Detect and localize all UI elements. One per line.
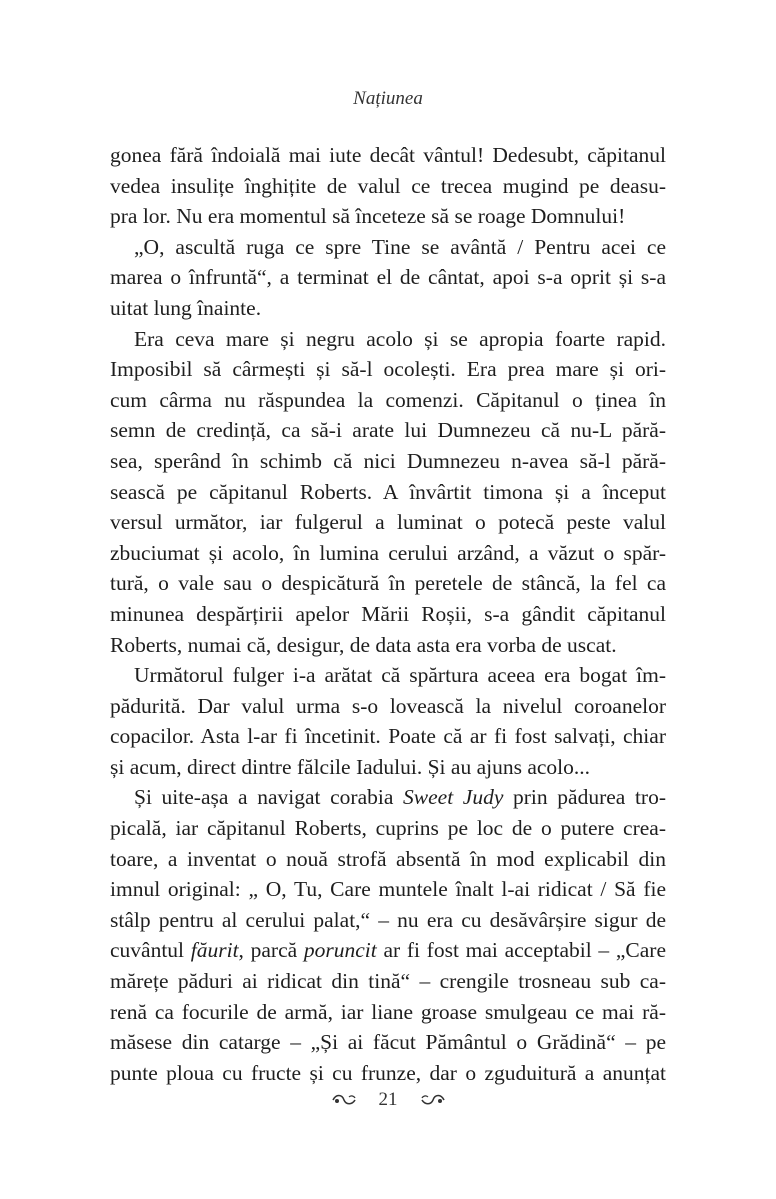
text-line: stâlp pentru al cerului palat,“ – nu era cu desăvârșire sigur de [110,907,666,932]
text-line: Și uite-așa a navigat corabia Sweet Judy prin pădurea tro- [134,785,666,810]
text-line: mărețe păduri ai ridicat din tină“ – crengile trosneau sub ca- [110,969,666,994]
text-line: imnul original: „ O, Tu, Care muntele înalt l-ai ridicat / Să fie [110,877,666,902]
page-footer [0,1089,776,1111]
text-line: gonea fără îndoială mai iute decât vântul! Dedesubt, căpitanul [110,143,666,167]
text-line: cuvântul făurit, parcă poruncit ar fi fost mai acceptabil – „Care [110,938,666,963]
fleuron-right-icon [420,1093,446,1107]
text-line: Roberts, numai că, desigur, de data asta era vorba de uscat. [110,632,617,657]
text-line: copacilor. Asta l-ar fi încetinit. Poate că ar fi fost salvați, chiar [110,724,666,749]
text-line: vedea insulițe înghițite de valul ce trecea mugind pe deasu- [110,173,666,198]
text-line: sea, sperând în schimb că nici Dumnezeu n-avea să-l pără- [110,448,666,473]
body-text [110,140,666,1088]
running-head: Națiunea [353,88,423,109]
text-line: renă ca focurile de armă, iar liane groase smulgeau ce mai ră- [110,999,666,1024]
text-line: toare, a inventat o nouă strofă absentă în mod explicabil din [110,846,666,871]
text-line: pra lor. Nu era momentul să înceteze să se roage Domnului! [110,204,626,229]
text-line: semn de credință, ca să-i arate lui Dumnezeu că nu-L pără- [110,418,666,443]
text-line: punte ploua cu fructe și cu frunze, dar o zguduitură a anunțat [110,1060,666,1085]
text-line: pădurită. Dar valul urma s-o lovească la nivelul coroanelor [110,693,666,718]
text-line: uitat lung înainte. [110,295,262,320]
page-number: 21 [378,1089,398,1110]
text-line: tură, o vale sau o despicătură în peretele de stâncă, la fel ca [110,571,666,596]
text-line: versul următor, iar fulgerul a luminat o potecă peste valul [110,510,666,535]
text-line: măsese din catarge – „Și ai făcut Pământul o Grădină“ – pe [110,1030,666,1055]
text-line: minunea despărțirii apelor Mării Roșii, s-a gândit căpitanul [110,601,666,626]
text-line: Următorul fulger i-a arătat că spărtura aceea era bogat îm- [134,663,666,688]
text-line: marea o înfruntă“, a terminat el de cântat, apoi s-a oprit și s-a [110,265,666,290]
text-line: picală, iar căpitanul Roberts, cuprins pe loc de o putere crea- [110,816,666,841]
text-line: și acum, direct dintre fălcile Iadului. Și au ajuns acolo... [110,754,591,779]
text-line: Era ceva mare și negru acolo și se apropia foarte rapid. [134,326,666,351]
text-line: Imposibil să cârmești și să-l ocolești. Era prea mare și ori- [110,357,666,382]
fleuron-left-icon [331,1093,357,1107]
text-line: sească pe căpitanul Roberts. A învârtit timona și a început [110,479,666,504]
text-line: „O, ascultă ruga ce spre Tine se avântă / Pentru acei ce [134,234,666,259]
text-line: cum cârma nu răspundea la comenzi. Căpitanul o ținea în [110,387,666,412]
text-line: zbuciumat și acolo, în lumina cerului arzând, a văzut o spăr- [110,540,666,565]
